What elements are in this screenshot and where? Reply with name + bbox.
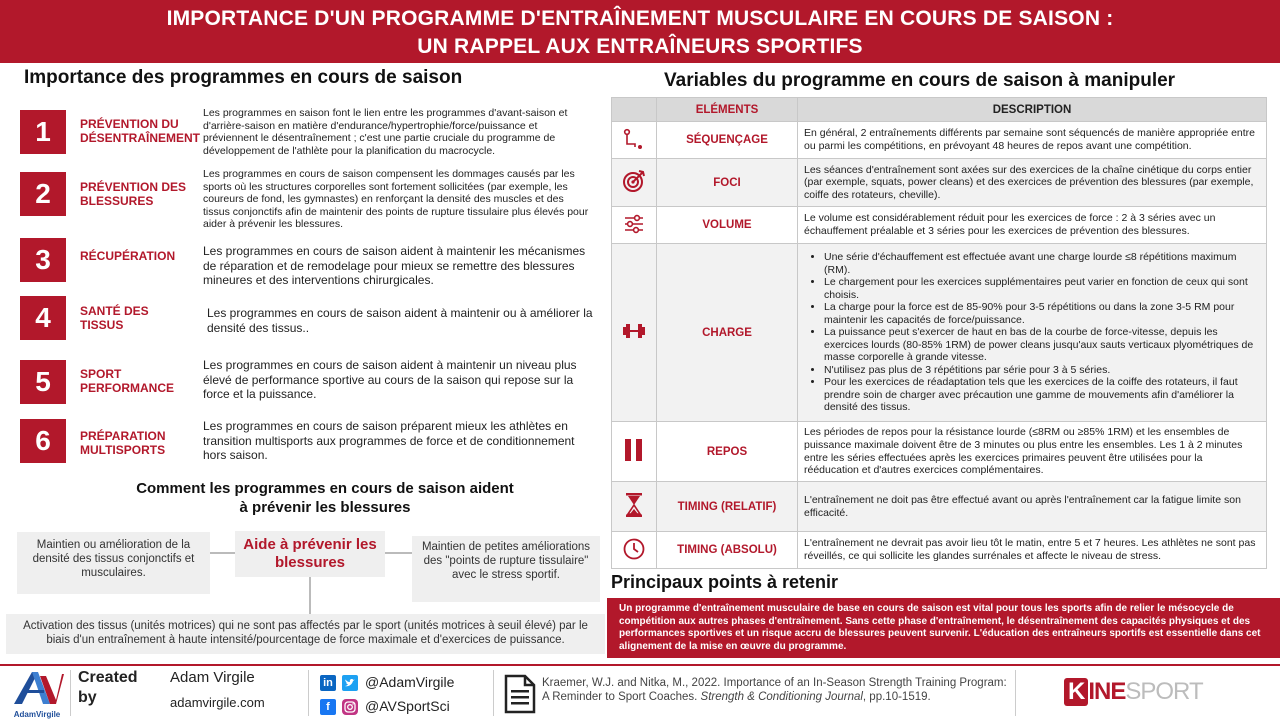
table-row xyxy=(612,159,1267,207)
kinesport-logo-k: K xyxy=(1064,678,1088,706)
charge-bullet-list xyxy=(804,251,1260,414)
element-description xyxy=(798,244,1267,422)
injury-prevention-heading xyxy=(60,479,590,517)
item-label: PRÉVENTION DU DÉSENTRAÎNEMENT xyxy=(80,117,201,145)
footer-separator xyxy=(1015,670,1016,716)
page-title-line-2: UN RAPPEL AUX ENTRAÎNEURS SPORTIFS xyxy=(417,35,863,58)
pause-icon xyxy=(612,422,657,482)
injury-prevention-heading-line-2: à prévenir les blessures xyxy=(239,499,411,516)
sliders-icon xyxy=(612,207,657,244)
reference-pages: , pp.10-1519. xyxy=(862,691,931,703)
element-description: En général, 2 entraînements différents par semaine sont séquencés de manière appropriée entre ou parmi les compétitions, en prévoyant 48 heures de repos avant une compétition. xyxy=(798,122,1267,159)
description-column-header: DESCRIPTION xyxy=(798,98,1267,122)
footer-separator xyxy=(493,670,494,716)
table-row xyxy=(612,482,1267,532)
adamvirgile-logo xyxy=(10,670,64,719)
item-description: Les programmes en cours de saison compensent les dommages causés par les sports où les structures corporelles sont fortement sollicitées (par exemple, les coureurs de fond, les gymnastes) en renforçant la densité des muscles et des tissus conjonctifs afin de maintenir des points de rupture tissulaire plus élevés pour aider à prévenir les blessures. xyxy=(203,168,589,231)
benefit-box-density: Maintien ou amélioration de la densité des tissus conjonctifs et musculaires. xyxy=(17,532,210,594)
table-row xyxy=(612,532,1267,569)
item-number: 6 xyxy=(20,419,66,463)
key-points-heading: Principaux points à retenir xyxy=(611,572,839,592)
element-description: Les périodes de repos pour la résistance lourde (≤8RM ou ≥85% 1RM) et les ensembles de puissance maximale doivent être de 3 minutes ou plus entre les ensembles. Les 1 à 2 minutes entre les séries effectuées après les exercices primaires peuvent être utilisées pour la rééducation et d'autres exercices complémentaires. xyxy=(798,422,1267,482)
list-item: • Le chargement pour les exercices supplémentaires peut varier en fonction de ceux qui sont choisis. xyxy=(824,276,1260,301)
kinesport-logo-sport: SPORT xyxy=(1125,678,1203,705)
item-number: 2 xyxy=(20,172,66,216)
benefit-box-activation: Activation des tissus (unités motrices) qui ne sont pas affectés par le sport (unités motrices à seuil élevé) par le biais d'un entraînement à haute intensité/pourcentage de force maximale et d'exercices de puissance. xyxy=(6,614,605,654)
reference-citation xyxy=(542,676,1012,704)
center-box-prevent-injuries: Aide à prévenir les blessures xyxy=(235,531,385,577)
table-row xyxy=(612,207,1267,244)
list-item: • N'utilisez pas plus de 3 répétitions par série pour 3 à 5 séries. xyxy=(824,364,1260,377)
right-section-heading: Variables du programme en cours de saison à manipuler xyxy=(664,70,1176,91)
table-row xyxy=(612,422,1267,482)
connector-down xyxy=(309,577,311,614)
item-label: PRÉPARATION MULTISPORTS xyxy=(80,429,166,457)
item-number: 4 xyxy=(20,296,66,340)
list-item: • La charge pour la force est de 85-90% pour 3-5 répétitions ou dans la zone 3-5 RM pour maintenir les capacités de force/puissance. xyxy=(824,301,1260,326)
page-title-line-1: IMPORTANCE D'UN PROGRAMME D'ENTRAÎNEMENT MUSCULAIRE EN COURS DE SAISON : xyxy=(166,7,1114,30)
target-icon xyxy=(612,159,657,207)
social-handle-primary[interactable]: @AdamVirgile xyxy=(365,674,455,690)
key-points-box: Un programme d'entraînement musculaire de base en cours de saison est vital pour tous les sports afin de relier le mésocycle de compétition aux autres phases d'entraînement. Sans cette phase d'entraînement, le désentraînement des capacités physiques et des performances sportives et un risque accru de blessures peuvent survenir. L'éducation des entraîneurs sportifs est essentielle dans cet alignement de la mise en œuvre du programme. xyxy=(607,598,1280,658)
left-section-heading: Importance des programmes en cours de saison xyxy=(24,67,463,88)
social-handle-secondary[interactable]: @AVSportSci xyxy=(365,698,450,714)
instagram-icon[interactable] xyxy=(342,699,358,715)
connector-right xyxy=(385,552,412,554)
author-name: Adam Virgile xyxy=(170,669,255,686)
footer-divider xyxy=(0,664,1280,666)
item-label: PRÉVENTION DES BLESSURES xyxy=(80,180,187,208)
header-banner xyxy=(0,0,1280,63)
dumbbell-icon xyxy=(612,244,657,422)
author-website[interactable]: adamvirgile.com xyxy=(170,695,265,710)
element-name: TIMING (RELATIF) xyxy=(657,482,798,532)
item-description: Les programmes en cours de saison aident à maintenir un niveau plus élevé de performance sportive au cours de la saison qui repose sur la force et la puissance. xyxy=(203,358,577,401)
clock-icon xyxy=(612,532,657,569)
element-description: L'entraînement ne doit pas être effectué avant ou après l'entraînement car la fatigue limite son efficacité. xyxy=(798,482,1267,532)
benefit-box-rupture-points: Maintien de petites améliorations des "points de rupture tissulaire" avec le stress sportif. xyxy=(412,536,600,602)
elements-column-header: ELÉMENTS xyxy=(657,98,798,122)
item-number: 3 xyxy=(20,238,66,282)
item-number: 5 xyxy=(20,360,66,404)
table-row xyxy=(612,244,1267,422)
element-description: Le volume est considérablement réduit pour les exercices de force : 2 à 3 séries avec un échauffement préalable et 3 séries pour les exercices de prévention des blessures. xyxy=(798,207,1267,244)
kinesport-logo xyxy=(1064,678,1203,706)
created-by-label: Created by xyxy=(78,669,138,706)
list-item: • Une série d'échauffement est effectuée avant une charge lourde ≤8 répétitions maximum (RM). xyxy=(824,251,1260,276)
item-description: Les programmes en cours de saison aident à maintenir les mécanismes de réparation et de remodelage pour mieux se remettre des blessures mineures et des interventions chirurgicales. xyxy=(203,244,586,287)
element-name: SÉQUENÇAGE xyxy=(657,122,798,159)
element-name: REPOS xyxy=(657,422,798,482)
injury-prevention-heading-line-1: Comment les programmes en cours de saison aident xyxy=(136,480,514,497)
element-name: VOLUME xyxy=(657,207,798,244)
logo-text: AdamVirgile xyxy=(13,710,61,719)
reference-journal: Strength & Conditioning Journal xyxy=(700,691,863,703)
table-row xyxy=(612,122,1267,159)
element-description: L'entraînement ne devrait pas avoir lieu tôt le matin, entre 5 et 7 heures. Les athlètes ne sont pas réveillés, ce qui sollicite les glandes surrénales et affecte le niveau de stress. xyxy=(798,532,1267,569)
item-description: Les programmes en cours de saison préparent mieux les athlètes en transition multisports aux programmes de force et de conditionnement hors saison. xyxy=(203,419,575,462)
item-label: SPORT PERFORMANCE xyxy=(80,367,175,395)
element-description: Les séances d'entraînement sont axées sur des exercices de la chaîne cinétique du corps entier (par exemple, squats, power cleans) et des exercices de prévention des blessures (par exemple, coiffe des rotateurs, cheville). xyxy=(798,159,1267,207)
program-variables-table xyxy=(611,97,1267,569)
icon-column-header xyxy=(612,98,657,122)
footer-separator xyxy=(308,670,309,716)
hourglass-icon xyxy=(612,482,657,532)
sequence-icon xyxy=(612,122,657,159)
linkedin-icon[interactable]: in xyxy=(320,675,336,691)
item-description: Les programmes en cours de saison aident à maintenir ou à améliorer la densité des tissus.. xyxy=(207,306,593,335)
document-icon xyxy=(503,674,537,719)
connector-left xyxy=(210,552,235,554)
facebook-icon[interactable]: f xyxy=(320,699,336,715)
table-header-row xyxy=(612,98,1267,122)
list-item: • Pour les exercices de réadaptation tels que les exercices de la coiffe des rotateurs, il faut prendre soin de charger avec précaution une gamme de mouvements afin d'améliorer la densité des tissus. xyxy=(824,376,1260,414)
item-description: Les programmes en saison font le lien entre les programmes d'avant-saison et d'arrière-saison en matière d'endurance/hypertrophie/force/puissance et préviennent le désentraînement ; c'est une partie cruciale du programme de développement de l'athlète pour la planification du macrocycle. xyxy=(203,107,568,157)
footer-separator xyxy=(70,670,71,716)
element-name: CHARGE xyxy=(657,244,798,422)
element-name: TIMING (ABSOLU) xyxy=(657,532,798,569)
item-number: 1 xyxy=(20,110,66,154)
item-label: RÉCUPÉRATION xyxy=(80,249,176,263)
element-name: FOCI xyxy=(657,159,798,207)
reference-text: Kraemer, W.J. and Nitka, M., 2022. Importance of an In-Season Strength Training Program: A Reminder to Sport Coaches. xyxy=(542,677,1007,703)
list-item: • La puissance peut s'exercer de haut en bas de la courbe de force-vitesse, depuis les exercices lourds (80-85% 1RM) de power cleans jusqu'aux sauts verticaux plyométriques de masse corporelle à grande vitesse. xyxy=(824,326,1260,364)
item-label: SANTÉ DES TISSUS xyxy=(80,304,149,332)
twitter-icon[interactable] xyxy=(342,675,358,691)
kinesport-logo-ine: INE xyxy=(1088,678,1126,705)
